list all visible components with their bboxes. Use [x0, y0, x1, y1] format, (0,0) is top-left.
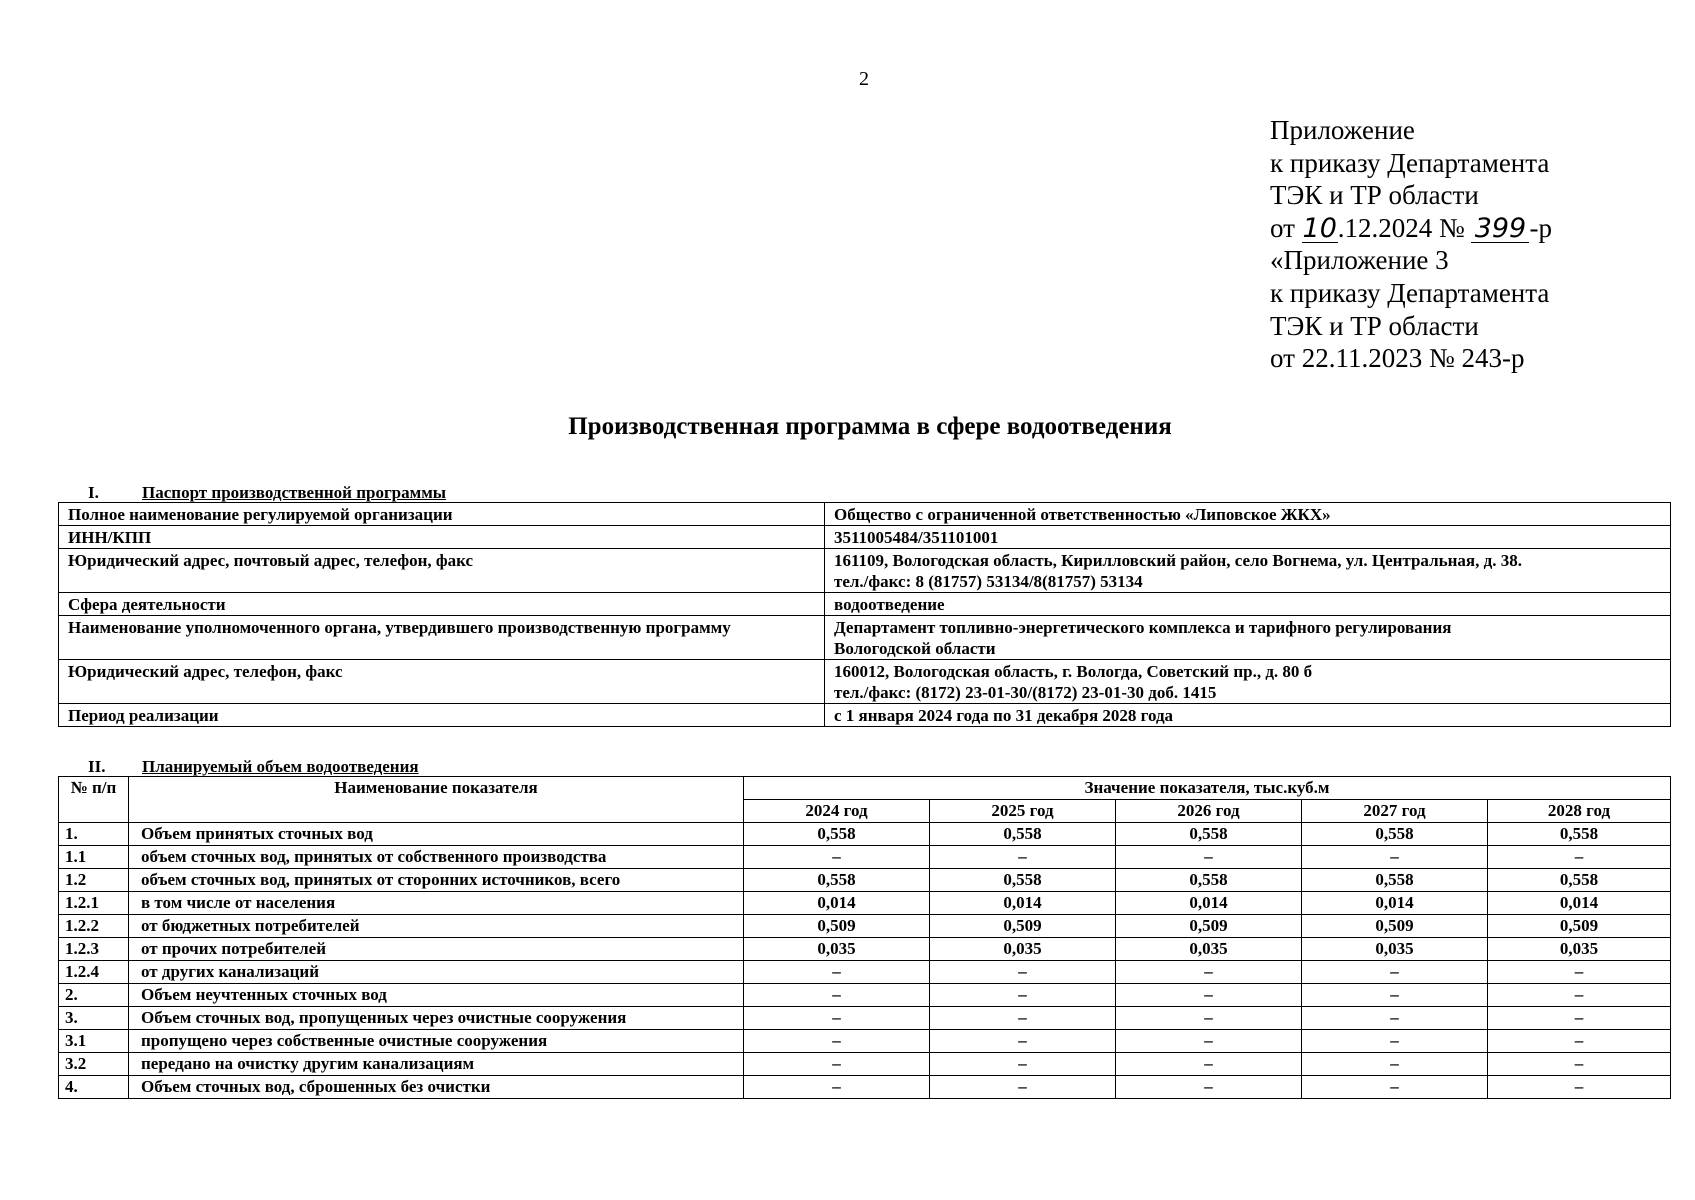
indicator-value: 0,035: [744, 938, 930, 961]
indicator-value: 0,014: [1302, 892, 1488, 915]
passport-value: [825, 616, 1671, 660]
appendix-block: [1270, 114, 1552, 375]
indicator-value: –: [1116, 961, 1302, 984]
indicator-name: Объем принятых сточных вод: [129, 823, 744, 846]
table-row: [59, 823, 1671, 846]
passport-value-line: тел./факс: (8172) 23-01-30/(8172) 23-01-30 доб. 1415: [834, 683, 1217, 702]
year-header: 2028 год: [1488, 800, 1671, 823]
passport-label: Юридический адрес, почтовый адрес, телефон, факс: [59, 549, 825, 593]
col-value-header: Значение показателя, тыс.куб.м: [744, 777, 1671, 800]
row-number: 1.1: [59, 846, 129, 869]
indicator-value: 0,558: [1116, 869, 1302, 892]
indicator-value: 0,014: [1488, 892, 1671, 915]
appendix-date-line: [1270, 212, 1552, 245]
indicator-value: –: [744, 1076, 930, 1099]
appendix-line: ТЭК и ТР области: [1270, 310, 1479, 341]
passport-value-line: тел./факс: 8 (81757) 53134/8(81757) 53134: [834, 572, 1143, 591]
passport-row: [59, 704, 1671, 727]
passport-label: Период реализации: [59, 704, 825, 727]
row-number: 1.2.4: [59, 961, 129, 984]
passport-row: [59, 526, 1671, 549]
indicator-value: 0,509: [930, 915, 1116, 938]
indicator-value: 0,035: [930, 938, 1116, 961]
indicator-value: 0,558: [744, 823, 930, 846]
passport-value-line: 160012, Вологодская область, г. Вологда, Советский пр., д. 80 б: [834, 662, 1313, 681]
year-header: 2027 год: [1302, 800, 1488, 823]
row-number: 1.2.2: [59, 915, 129, 938]
section-title: Планируемый объем водоотведения: [142, 757, 419, 776]
indicator-name: Объем сточных вод, пропущенных через очистные сооружения: [129, 1007, 744, 1030]
passport-row: [59, 616, 1671, 660]
appendix-line: Приложение: [1270, 115, 1415, 145]
table-row: [59, 869, 1671, 892]
passport-value-line: Вологодской области: [834, 639, 996, 658]
row-number: 2.: [59, 984, 129, 1007]
indicator-name: Объем неучтенных сточных вод: [129, 984, 744, 1007]
indicator-value: 0,035: [1488, 938, 1671, 961]
indicator-value: –: [1488, 1053, 1671, 1076]
appendix-line: «Приложение 3: [1270, 245, 1449, 276]
indicator-value: –: [1488, 1030, 1671, 1053]
indicator-value: 0,558: [744, 869, 930, 892]
indicator-name: в том числе от населения: [129, 892, 744, 915]
indicator-value: –: [1116, 1030, 1302, 1053]
indicator-value: –: [1302, 984, 1488, 1007]
table-row: [59, 1053, 1671, 1076]
year-header: 2025 год: [930, 800, 1116, 823]
table-row: [59, 846, 1671, 869]
indicator-value: –: [1302, 961, 1488, 984]
indicator-value: –: [930, 1076, 1116, 1099]
passport-label: ИНН/КПП: [59, 526, 825, 549]
indicator-name: объем сточных вод, принятых от сторонних источников, всего: [129, 869, 744, 892]
indicator-value: 0,509: [1116, 915, 1302, 938]
passport-value-line: с 1 января 2024 года по 31 декабря 2028 года: [834, 706, 1174, 725]
passport-value: [825, 593, 1671, 616]
indicator-value: –: [1488, 984, 1671, 1007]
indicator-value: 0,509: [1302, 915, 1488, 938]
indicator-value: –: [1488, 846, 1671, 869]
section1-heading: [88, 483, 446, 503]
indicator-value: –: [744, 1053, 930, 1076]
indicator-value: –: [744, 846, 930, 869]
row-number: 1.2.1: [59, 892, 129, 915]
passport-row: [59, 660, 1671, 704]
passport-label: Полное наименование регулируемой организации: [59, 503, 825, 526]
table-row: [59, 1030, 1671, 1053]
document-title: Производственная программа в сфере водоотведения: [568, 413, 1172, 440]
indicator-value: –: [930, 984, 1116, 1007]
indicator-value: –: [1116, 1076, 1302, 1099]
passport-row: [59, 593, 1671, 616]
indicator-value: –: [1116, 1053, 1302, 1076]
indicator-value: –: [1116, 846, 1302, 869]
handwritten-day: 10: [1302, 212, 1337, 244]
indicator-value: –: [930, 1053, 1116, 1076]
table-row: [59, 1007, 1671, 1030]
row-number: 1.2: [59, 869, 129, 892]
passport-value: [825, 549, 1671, 593]
section2-heading: [88, 757, 419, 777]
indicator-value: –: [1302, 1030, 1488, 1053]
date-middle: .12.2024 №: [1337, 212, 1465, 243]
section-number: II.: [88, 757, 106, 776]
indicator-value: –: [930, 846, 1116, 869]
indicator-value: –: [744, 1007, 930, 1030]
date-prefix: от: [1270, 212, 1295, 243]
table-row: [59, 938, 1671, 961]
page-number: 2: [859, 68, 869, 90]
indicator-value: 0,014: [744, 892, 930, 915]
indicator-name: от других канализаций: [129, 961, 744, 984]
col-name-header: Наименование показателя: [129, 777, 744, 823]
indicator-value: –: [1302, 1053, 1488, 1076]
passport-value: [825, 660, 1671, 704]
row-number: 4.: [59, 1076, 129, 1099]
passport-label: Наименование уполномоченного органа, утвердившего производственную программу: [59, 616, 825, 660]
row-number: 3.1: [59, 1030, 129, 1053]
indicator-value: 0,035: [1302, 938, 1488, 961]
table-row: [59, 1076, 1671, 1099]
volume-table: [58, 776, 1671, 1099]
appendix-line: от 22.11.2023 № 243-р: [1270, 343, 1525, 374]
indicator-value: 0,558: [1302, 869, 1488, 892]
passport-value: [825, 704, 1671, 727]
indicator-name: от прочих потребителей: [129, 938, 744, 961]
table-row: [59, 961, 1671, 984]
passport-label: Сфера деятельности: [59, 593, 825, 616]
row-number: 1.2.3: [59, 938, 129, 961]
indicator-name: пропущено через собственные очистные сооружения: [129, 1030, 744, 1053]
indicator-value: 0,558: [930, 869, 1116, 892]
passport-value: [825, 526, 1671, 549]
row-number: 3.: [59, 1007, 129, 1030]
indicator-value: 0,509: [744, 915, 930, 938]
table-row: [59, 892, 1671, 915]
passport-table: [58, 502, 1671, 727]
indicator-value: 0,014: [930, 892, 1116, 915]
table-row: [59, 915, 1671, 938]
indicator-name: Объем сточных вод, сброшенных без очистки: [129, 1076, 744, 1099]
passport-value-line: 3511005484/351101001: [834, 528, 999, 547]
indicator-value: –: [930, 1030, 1116, 1053]
section-title: Паспорт производственной программы: [142, 483, 447, 502]
indicator-value: 0,014: [1116, 892, 1302, 915]
indicator-value: –: [1488, 961, 1671, 984]
col-number-header: № п/п: [59, 777, 129, 823]
indicator-value: 0,558: [1302, 823, 1488, 846]
year-header: 2024 год: [744, 800, 930, 823]
indicator-value: 0,035: [1116, 938, 1302, 961]
indicator-value: 0,558: [1488, 869, 1671, 892]
indicator-value: –: [930, 1007, 1116, 1030]
passport-row: [59, 549, 1671, 593]
indicator-value: –: [1488, 1076, 1671, 1099]
passport-value-line: водоотведение: [834, 595, 945, 614]
section-number: I.: [88, 483, 99, 502]
date-suffix: -р: [1529, 212, 1552, 243]
appendix-line: к приказу Департамента: [1270, 147, 1550, 178]
appendix-line: ТЭК и ТР области: [1270, 180, 1479, 211]
indicator-value: –: [1488, 1007, 1671, 1030]
indicator-value: –: [1302, 1076, 1488, 1099]
appendix-line: к приказу Департамента: [1270, 277, 1550, 308]
indicator-value: 0,558: [1116, 823, 1302, 846]
indicator-value: 0,509: [1488, 915, 1671, 938]
row-number: 1.: [59, 823, 129, 846]
indicator-value: –: [744, 1030, 930, 1053]
indicator-value: 0,558: [930, 823, 1116, 846]
indicator-value: –: [1302, 1007, 1488, 1030]
passport-value-line: Общество с ограниченной ответственностью «Липовское ЖКХ»: [834, 505, 1331, 524]
indicator-value: 0,558: [1488, 823, 1671, 846]
table-row: [59, 984, 1671, 1007]
year-header: 2026 год: [1116, 800, 1302, 823]
indicator-value: –: [1116, 1007, 1302, 1030]
row-number: 3.2: [59, 1053, 129, 1076]
passport-row: [59, 503, 1671, 526]
indicator-value: –: [930, 961, 1116, 984]
passport-label: Юридический адрес, телефон, факс: [59, 660, 825, 704]
passport-value-line: 161109, Вологодская область, Кирилловский район, село Вогнема, ул. Центральная, д. 38.: [834, 551, 1522, 570]
indicator-name: передано на очистку другим канализациям: [129, 1053, 744, 1076]
indicator-value: –: [1116, 984, 1302, 1007]
passport-value: [825, 503, 1671, 526]
indicator-value: –: [744, 984, 930, 1007]
indicator-name: от бюджетных потребителей: [129, 915, 744, 938]
indicator-value: –: [744, 961, 930, 984]
handwritten-order-number: 399: [1471, 216, 1529, 243]
indicator-name: объем сточных вод, принятых от собственного производства: [129, 846, 744, 869]
indicator-value: –: [1302, 846, 1488, 869]
passport-value-line: Департамент топливно-энергетического комплекса и тарифного регулирования: [834, 618, 1452, 637]
